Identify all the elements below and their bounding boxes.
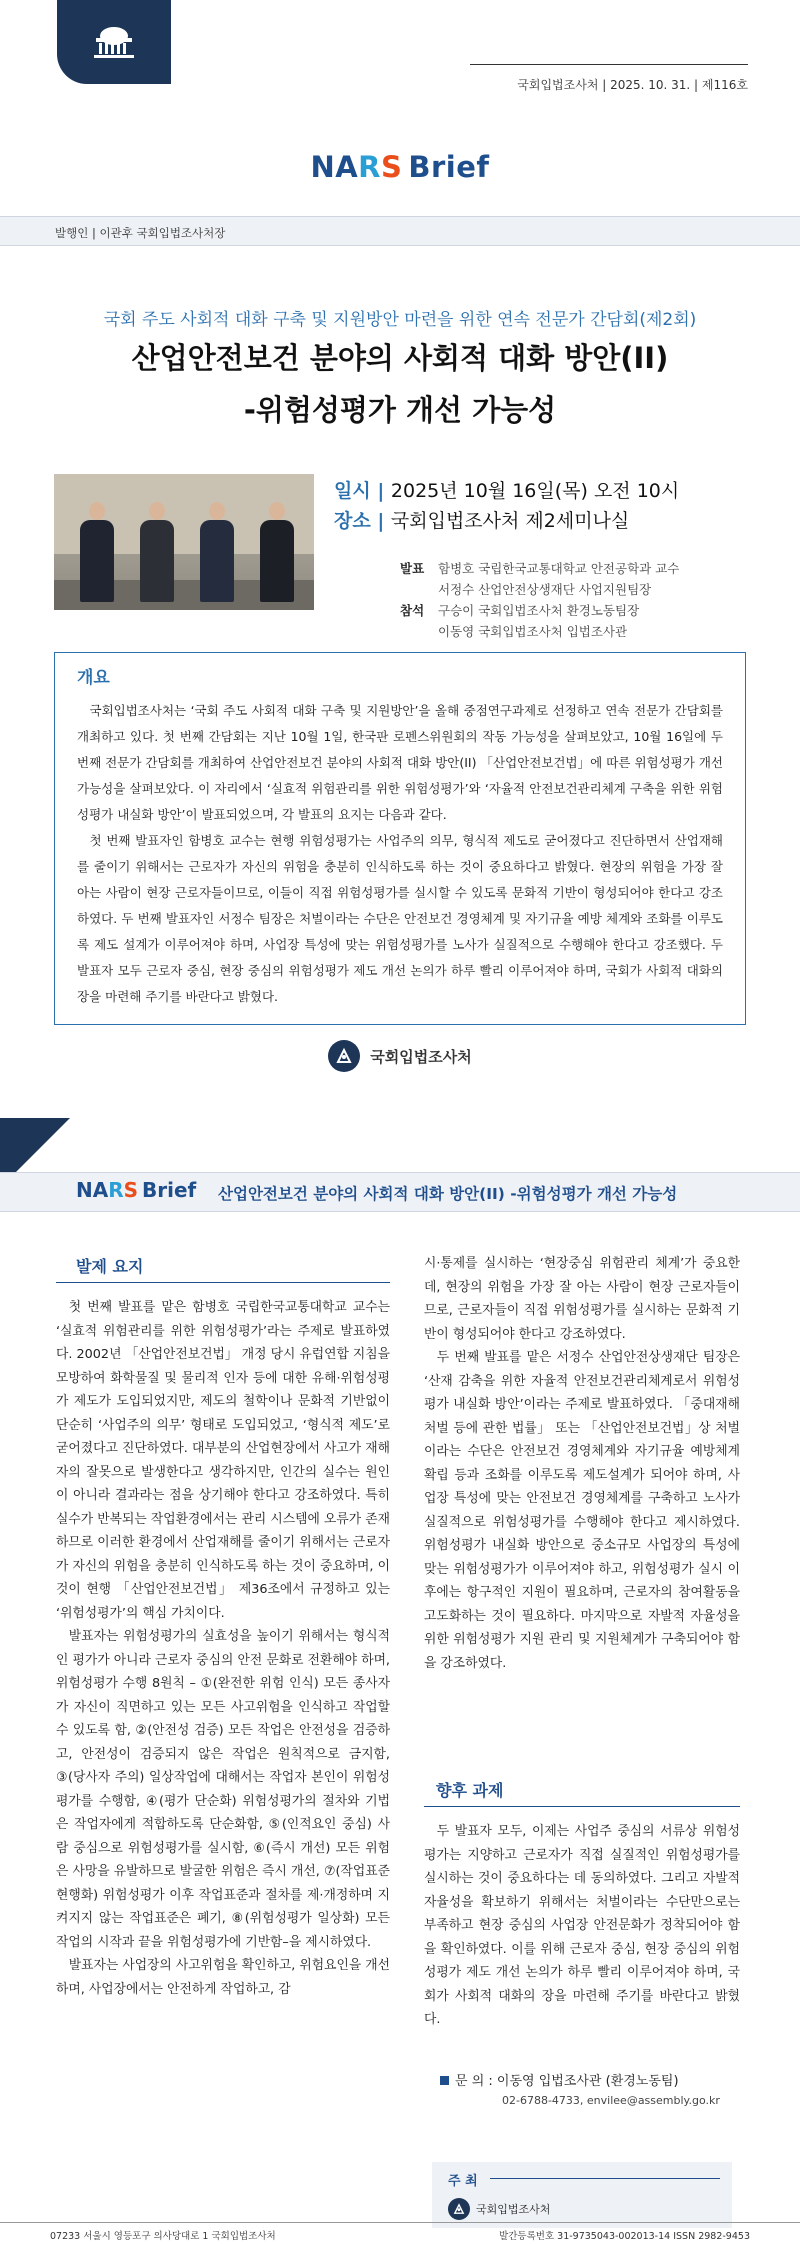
- nars-brief-logo-small: NARS Brief: [76, 1178, 197, 1202]
- page-footer: 07233 서울시 영등포구 의사당대로 1 국회입법조사처 발간등록번호 31-9735043-002013-14 ISSN 2982-9453: [0, 2222, 800, 2244]
- summary-heading: 개요: [77, 668, 110, 688]
- summary-paragraph: 첫 번째 발표자인 함병호 교수는 현행 위험성평가는 사업주의 의무, 형식적 제도로 굳어졌다고 진단하면서 산업재해를 줄이기 위해서는 근로자가 자신의 위험을 충분히 인식하도록 하는 것이 중요하다고 밝혔다. 현장의 위험을 가장 잘 아는 사람이 현장 근로자들이므로, 이들이 직접 위험성평가를 실시할 수 있도록 문화적 기반이 형성되어야 한다고 강조하였다. 두 번째 발표자인 서정수 팀장은 처벌이라는 수단은 안전보건 경영체계 및 자기규율 예방 체계와 조화를 이루도록 제도 설계가 이루어져야 하며, 사업장 특성에 맞는 위험성평가를 노사가 실질적으로 수행해야 한다고 강조했다. 두 발표자 모두 근로자 중심, 현장 중심의 위험성평가 제도 개선 논의가 하루 빨리 이루어져야 하며, 국회가 사회적 대화의 장을 마련해 주기를 바란다고 밝혔다.: [77, 833, 723, 1004]
- meta-divider: [470, 64, 748, 65]
- event-photo: [54, 474, 314, 610]
- section-heading-presentations: 발제 요지: [76, 1257, 144, 1276]
- series-subtitle: 국회 주도 사회적 대화 구축 및 지원방안 마련을 위한 연속 전문가 간담회(제2회): [103, 310, 697, 330]
- nars-seal-icon: [448, 2198, 470, 2220]
- participants: 발표 함병호 국립한국교통대학교 안전공학과 교수 서정수 산업안전상생재단 사업지원팀장 참석 구승이 국회입법조사처 환경노동팀장 이동영 국회입법조사처 입법조사관: [400, 561, 680, 639]
- nars-seal-icon: [328, 1040, 360, 1072]
- page-one: [0, 0, 800, 1100]
- org-footer: 국회입법조사처: [0, 1040, 800, 1072]
- right-column: 시·통제를 실시하는 ‘현장중심 위험관리 체계’가 중요한데, 현장의 위험을 가장 잘 아는 사람이 현장 근로자들이므로, 근로자들이 직접 위험성평가를 실시하는 문화적 기반이 형성되어야 한다고 강조하였다. 두 번째 발표를 맡은 서정수 산업안전상생재단 팀장은 ‘산재 감축을 위한 자율적 안전보건관리체계로서 위험성평가 내실화 방안’이라는 주제로 발표하였다. 「중대재해 처벌 등에 관한 법률」 또는 「산업안전보건법」상 처벌이라는 수단은 안전보건 경영체계와 자기규율 예방체계 확립 등과 조화를 이루도록 제도설계가 되어야 하며, 사업장 특성에 맞는 안전보건 경영체계를 구축하고 노사가 실질적으로 위험성평가를 수행해야 한다고 제시하였다. 위험성평가 내실화 방안으로 중소규모 사업장의 특성에 맞는 위험성평가가 이루어져야 하고, 위험성평가 실시 이후에는 항구적인 지원이 필요하며, 근로자의 참여활동을 고도화하는 것이 필요하다. 마지막으로 자발적 자율성을 위한 위험성평가 지원 관리 및 지원체계가 구축되어야 함을 강조하였다.: [424, 1256, 740, 1671]
- event-place: 장소 | 국회입법조사처 제2세미나실: [334, 510, 630, 532]
- assembly-logo: [57, 0, 171, 84]
- left-column: 첫 번째 발표를 맡은 함병호 국립한국교통대학교 교수는 ‘실효적 위험관리를 위한 위험성평가’라는 주제로 발표하였다. 2002년 「산업안전보건법」 개정 당시 유럽연합 지침을 모방하여 화학물질 및 물리적 인자 등에 대한 유해·위험성평가 제도가 도입되었지만, 제도의 철학이나 문화적 기반없이 단순히 ‘사업주의 의무’ 형태로 도입되었고, ‘형식적 제도’로 굳어졌다고 진단하였다. 대부분의 산업현장에서 사고가 재해자의 잘못으로 발생한다고 생각하지만, 인간의 실수는 원인이 아니라 결과라는 점을 상기해야 한다고 강조하였다. 특히 실수가 반복되는 작업환경에서는 관리 시스템에 오류가 존재하므로 이러한 환경에서 산업재해를 줄이기 위해서는 근로자가 자신의 위험을 충분히 인식하도록 하는 것이 중요하며, 이것이 현행 「산업안전보건법」 제36조에서 규정하고 있는 ‘위험성평가’의 핵심 가치이다. 발표자는 위험성평가의 실효성을 높이기 위해서는 형식적인 평가가 아니라 근로자 중심의 안전 문화로 전환해야 하며, 위험성평가 수행 8원칙 – ①(완전한 위험 인식) 모든 종사자가 자신이 직면하고 있는 모든 사고위험을 인식하고 작업할 수 있도록 함, ②(안전성 검증) 모든 작업은 안전성을 검증하고, 안전성이 검증되지 않은 작업은 원칙적으로 금지함, ③(당사자 주의) 일상작업에 대해서는 작업자 본인이 위험성평가를 수행함, ④(평가 단순화) 위험성평가의 절차와 기법은 작업자에게 적합하도록 단순화함, ⑤(인적요인 중심) 사람 중심으로 위험성평가를 실시함, ⑥(즉시 개선) 모든 위험은 사망을 유발하므로 발굴한 위험은 즉시 개선, ⑦(작업표준 현행화) 위험성평가 이후 작업표준과 절차를 제·개정하며 지켜지지 않는 작업표준은 폐기, ⑧(위험성평가 일상화) 모든 작업의 시작과 끝을 위험성평가에 기반함–을 제시하였다. 발표자는 사업장의 사고위험을 확인하고, 위험요인을 개선하며, 사업장에서는 안전하게 작업하고, 감: [56, 1300, 390, 1997]
- section-heading-future: 향후 과제: [436, 1781, 504, 1800]
- section-divider: [56, 1282, 390, 1283]
- running-title: 산업안전보건 분야의 사회적 대화 방안(II) -위험성평가 개선 가능성: [218, 1185, 678, 1203]
- page-title: 산업안전보건 분야의 사회적 대화 방안(II): [131, 341, 669, 375]
- event-date: 일시 | 2025년 10월 16일(목) 오전 10시: [334, 480, 680, 502]
- summary-paragraph: 국회입법조사처는 ‘국회 주도 사회적 대화 구축 및 지원방안’을 올해 중점연구과제로 선정하고 연속 전문가 간담회를 개최하고 있다. 첫 번째 간담회는 지난 10월 1일, 한국판 로펜스위원회의 작동 가능성을 살펴보았고, 10월 16일에 두 번째 전문가 간담회를 개최하여 산업안전보건 분야의 사회적 대화 방안(II) 「산업안전보건법」에 따른 위험성평가 개선 가능성을 살펴보았다. 이 자리에서 ‘실효적 위험관리를 위한 위험성평가’와 ‘자율적 안전보건관리체계 구축을 위한 위험성평가 내실화 방안’이 발표되었으며, 각 발표의 요지는 다음과 같다.: [77, 703, 723, 822]
- issue-meta: 국회입법조사처 | 2025. 10. 31. | 제116호: [517, 78, 748, 92]
- summary-box: [54, 652, 746, 1025]
- assembly-building-icon: [90, 24, 138, 60]
- future-tasks: 두 발표자 모두, 이제는 사업주 중심의 서류상 위험성평가는 지양하고 근로자가 직접 실질적인 위험성평가를 실시하는 것이 중요하다는 데 동의하였다. 그리고 자발적 자율성을 확보하기 위해서는 처벌이라는 수단만으로는 부족하고 현장 중심의 사업장 안전문화가 정착되어야 함을 확인하였다. 이를 위해 근로자 중심, 현장 중심의 위험성평가 제도 개선 논의가 하루 빨리 이루어져야 하며, 국회가 사회적 대화의 장을 마련해 주기를 바란다고 밝혔다.: [424, 1824, 740, 2027]
- publisher-bar: 발행인 | 이관후 국회입법조사처장: [0, 216, 800, 246]
- host-box: 주 최 국회입법조사처: [432, 2162, 732, 2228]
- contact-info: 문 의 : 이동영 입법조사관 (환경노동팀) 02-6788-4733, envilee@assembly.go.kr: [440, 2072, 720, 2110]
- section-divider: [424, 1806, 740, 1807]
- nars-brief-logo: NARS Brief: [310, 150, 490, 184]
- page-title-line2: -위험성평가 개선 가능성: [243, 393, 557, 427]
